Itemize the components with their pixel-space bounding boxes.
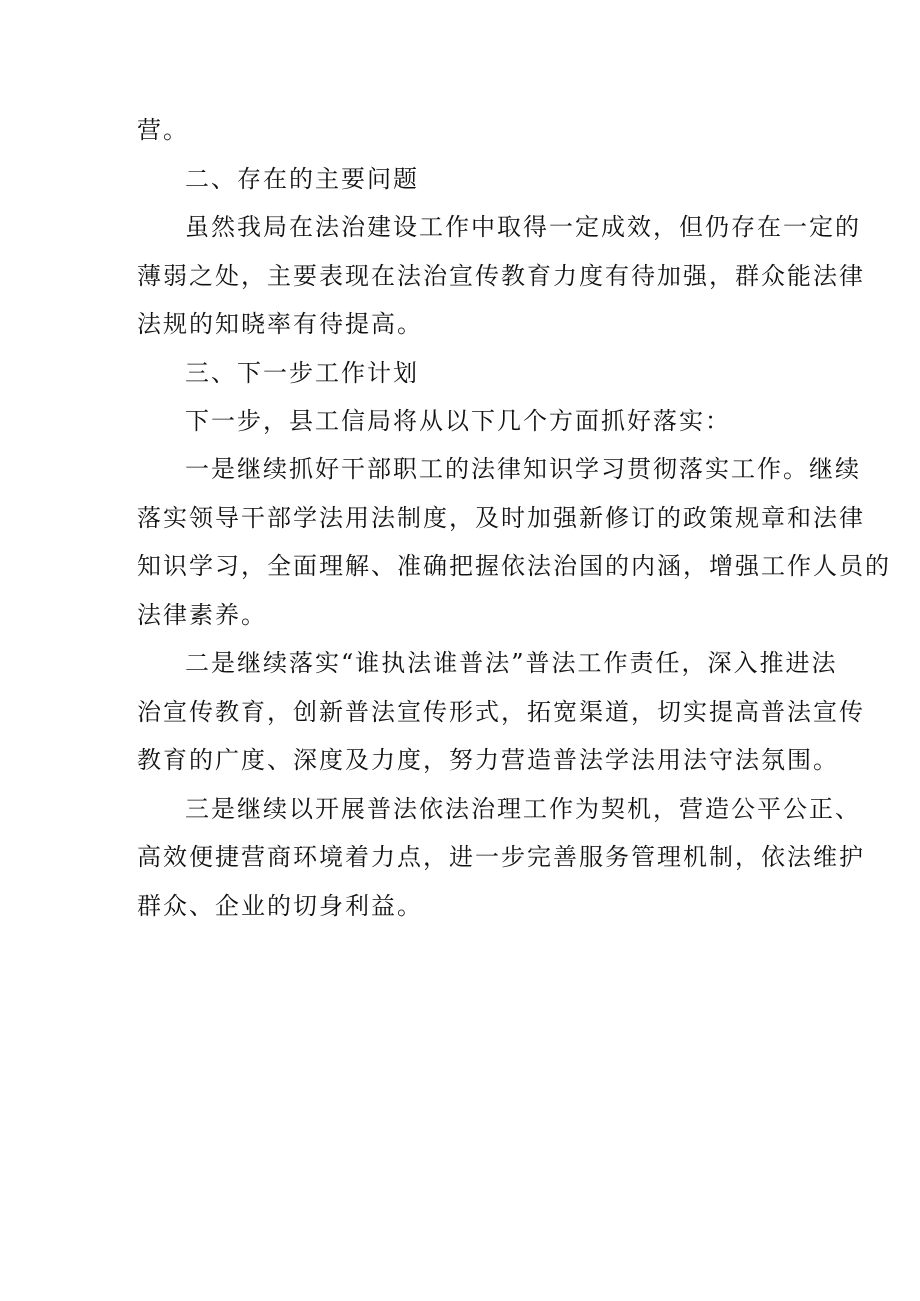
paragraph-line: 下一步，县工信局将从以下几个方面抓好落实： [185,407,731,435]
paragraph-line: 法律素养。 [137,601,267,629]
paragraph-line: 二是继续落实“谁执法谁普法”普法工作责任，深入推进法 [185,649,838,677]
paragraph-line: 营。 [137,116,189,144]
paragraph-line: 落实领导干部学法用法制度，及时加强新修订的政策规章和法律 [137,504,865,532]
paragraph-line: 高效便捷营商环境着力点，进一步完善服务管理机制，依法维护 [137,843,865,871]
paragraph-line: 群众、企业的切身利益。 [137,892,423,920]
paragraph-line: 虽然我局在法治建设工作中取得一定成效，但仍存在一定的 [185,213,861,241]
paragraph-line: 法规的知晓率有待提高。 [137,310,423,338]
paragraph-line: 知识学习，全面理解、准确把握依法治国的内涵，增强工作人员的 [137,552,891,580]
paragraph-line: 教育的广度、深度及力度，努力营造普法学法用法守法氛围。 [137,746,839,774]
section-heading: 三、下一步工作计划 [185,359,419,387]
paragraph-line: 薄弱之处，主要表现在法治宣传教育力度有待加强，群众能法律 [137,262,865,290]
paragraph-line: 三是继续以开展普法依法治理工作为契机，营造公平公正、 [185,795,861,823]
paragraph-line: 治宣传教育，创新普法宣传形式，拓宽渠道，切实提高普法宣传 [137,698,865,726]
section-heading: 二、存在的主要问题 [185,165,419,193]
paragraph-line: 一是继续抓好干部职工的法律知识学习贯彻落实工作。继续 [185,455,861,483]
